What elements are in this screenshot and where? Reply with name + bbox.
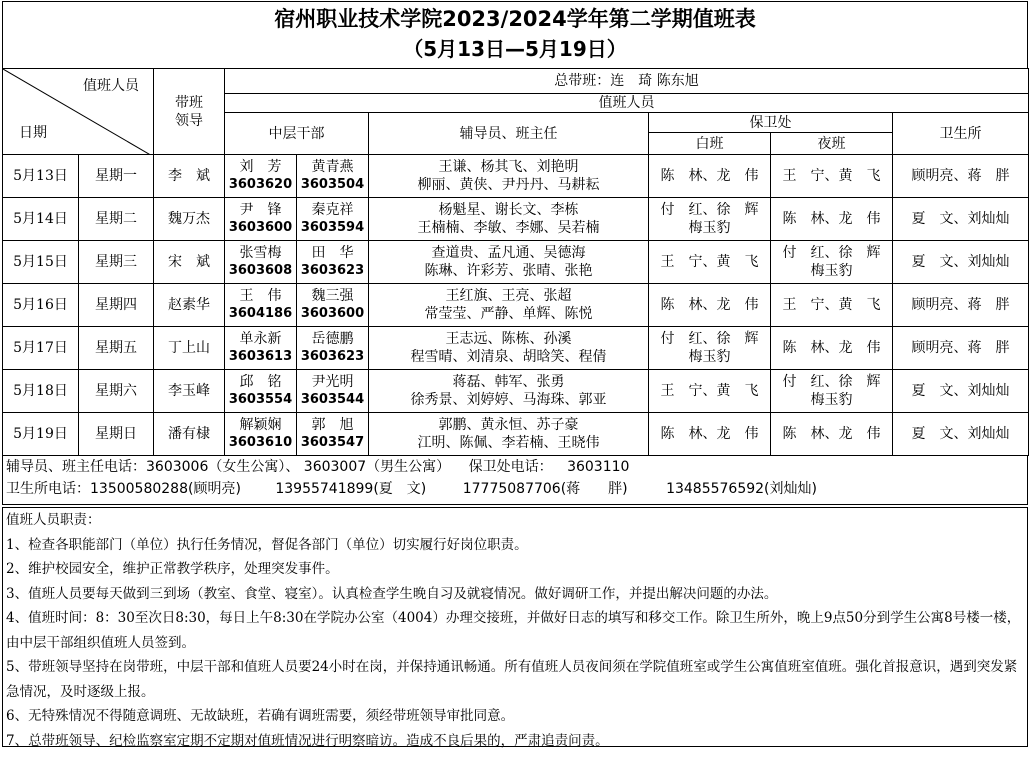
duty-item-3: 3、值班人员要每天做到三到场（教室、食堂、寝室）。认真检查学生晚自习及就寝情况。做好调研工作，并提出解决问题的办法。 bbox=[6, 585, 778, 602]
cadre1-cell: 单永新 3603613 bbox=[225, 327, 297, 370]
night-shift-cell: 王 宁、黄 飞 bbox=[771, 155, 893, 198]
night-shift-header: 夜班 bbox=[771, 133, 893, 155]
clinic-cell: 顾明亮、蒋 胖 bbox=[893, 155, 1029, 198]
table-row bbox=[3, 155, 1029, 198]
day-shift-header: 白班 bbox=[649, 133, 771, 155]
cadre1-cell: 刘 芳 3603620 bbox=[225, 155, 297, 198]
night-shift-cell: 陈 林、龙 伟 bbox=[771, 327, 893, 370]
day-shift-cell: 付 红、徐 辉 梅玉豹 bbox=[649, 198, 771, 241]
middle-cadre-header: 中层干部 bbox=[225, 113, 369, 155]
table-row bbox=[3, 198, 1029, 241]
security-phone-label: 保卫处电话： bbox=[468, 459, 553, 475]
counselor-cell: 蒋磊、韩军、张勇 徐秀景、刘婷婷、马海珠、郭亚 bbox=[369, 370, 649, 413]
duty-table bbox=[2, 68, 1029, 456]
leader-cell: 潘有棣 bbox=[154, 413, 225, 456]
date-cell: 5月19日 bbox=[3, 413, 79, 456]
counselor-cell: 郭鹏、黄永恒、苏子豪 江明、陈佩、李若楠、王晓伟 bbox=[369, 413, 649, 456]
overall-lead: 总带班：连 琦 陈东旭 bbox=[225, 69, 1029, 94]
weekday-cell: 星期六 bbox=[79, 370, 154, 413]
duty-item-2: 2、维护校园安全，维护正常教学秩序，处理突发事件。 bbox=[6, 561, 339, 577]
day-shift-cell: 王 宁、黄 飞 bbox=[649, 370, 771, 413]
leader-cell: 丁上山 bbox=[154, 327, 225, 370]
date-cell: 5月16日 bbox=[3, 284, 79, 327]
clinic-cell: 夏 文、刘灿灿 bbox=[893, 413, 1029, 456]
cadre1-cell: 尹 锋 3603600 bbox=[225, 198, 297, 241]
duty-item-6: 6、无特殊情况不得随意调班、无故缺班，若确有调班需要，须经带班领导审批同意。 bbox=[6, 708, 515, 724]
duties-block bbox=[2, 507, 1028, 747]
night-shift-cell: 陈 林、龙 伟 bbox=[771, 413, 893, 456]
table-row bbox=[3, 284, 1029, 327]
clinic-phone-2: 13955741899(夏 文) bbox=[275, 481, 427, 497]
night-shift-cell: 付 红、徐 辉 梅玉豹 bbox=[771, 370, 893, 413]
counselor-cell: 杨魁星、谢长文、李栋 王楠楠、李敏、李娜、吴若楠 bbox=[369, 198, 649, 241]
weekday-cell: 星期四 bbox=[79, 284, 154, 327]
clinic-phone-1: 卫生所电话：13500580288(顾明亮) bbox=[6, 481, 241, 497]
duty-sheet bbox=[2, 1, 1028, 753]
counselor-cell: 王红旗、王亮、张超 常莹莹、严静、单辉、陈悦 bbox=[369, 284, 649, 327]
lead-leader-header: 带班领导 bbox=[154, 69, 225, 155]
cadre2-cell: 魏三强 3603600 bbox=[297, 284, 369, 327]
clinic-cell: 夏 文、刘灿灿 bbox=[893, 370, 1029, 413]
contacts-line-1 bbox=[6, 456, 1027, 478]
counselor-cell: 查道贵、孟凡通、吴德海 陈琳、许彩芳、张晴、张艳 bbox=[369, 241, 649, 284]
leader-cell: 赵素华 bbox=[154, 284, 225, 327]
date-cell: 5月15日 bbox=[3, 241, 79, 284]
date-cell: 5月13日 bbox=[3, 155, 79, 198]
clinic-cell: 夏 文、刘灿灿 bbox=[893, 241, 1029, 284]
weekday-cell: 星期一 bbox=[79, 155, 154, 198]
clinic-cell: 顾明亮、蒋 胖 bbox=[893, 327, 1029, 370]
duty-item-4: 4、值班时间：8：30至次日8:30，每日上午8:30在学院办公室（4004）办理交接班，并做好日志的填写和移交工作。除卫生所外，晚上9点50分到学生公寓8号楼一楼，由中层干部组织值班人员签到。 bbox=[6, 610, 1021, 651]
contacts-line-2 bbox=[6, 478, 1027, 500]
weekday-cell: 星期五 bbox=[79, 327, 154, 370]
clinic-cell: 顾明亮、蒋 胖 bbox=[893, 284, 1029, 327]
cadre1-cell: 解颖娴 3603610 bbox=[225, 413, 297, 456]
weekday-cell: 星期三 bbox=[79, 241, 154, 284]
clinic-cell: 夏 文、刘灿灿 bbox=[893, 198, 1029, 241]
cadre1-cell: 王 伟 3604186 bbox=[225, 284, 297, 327]
leader-cell: 魏万杰 bbox=[154, 198, 225, 241]
table-row bbox=[3, 241, 1029, 284]
day-shift-cell: 付 红、徐 辉 梅玉豹 bbox=[649, 327, 771, 370]
cadre2-cell: 田 华 3603623 bbox=[297, 241, 369, 284]
counselor-header: 辅导员、班主任 bbox=[369, 113, 649, 155]
duty-item-7: 7、总带班领导、纪检监察室定期不定期对值班情况进行明察暗访。造成不良后果的，严肃追责问责。 bbox=[6, 732, 609, 749]
night-shift-cell: 付 红、徐 辉 梅玉豹 bbox=[771, 241, 893, 284]
duty-staff-header: 值班人员 bbox=[225, 94, 1029, 113]
contacts-block bbox=[2, 456, 1028, 505]
weekday-cell: 星期二 bbox=[79, 198, 154, 241]
table-row bbox=[3, 413, 1029, 456]
page-title: 宿州职业技术学院2023/2024学年第二学期值班表 bbox=[274, 7, 756, 31]
weekday-cell: 星期日 bbox=[79, 413, 154, 456]
corner-date-label: 日期 bbox=[19, 125, 47, 141]
duties-heading: 值班人员职责： bbox=[6, 512, 101, 528]
leader-cell: 李 斌 bbox=[154, 155, 225, 198]
clinic-phone-3: 17775087706(蒋 胖) bbox=[462, 481, 628, 497]
date-range: （5月13日—5月19日） bbox=[403, 37, 627, 61]
leader-cell: 李玉峰 bbox=[154, 370, 225, 413]
counselor-phones: 辅导员、班主任电话：3603006（女生公寓）、 3603007（男生公寓） bbox=[6, 459, 451, 475]
day-shift-cell: 陈 林、龙 伟 bbox=[649, 284, 771, 327]
cadre2-cell: 尹光明 3603544 bbox=[297, 370, 369, 413]
security-phone: 3603110 bbox=[567, 459, 630, 475]
date-cell: 5月17日 bbox=[3, 327, 79, 370]
day-shift-cell: 陈 林、龙 伟 bbox=[649, 155, 771, 198]
night-shift-cell: 陈 林、龙 伟 bbox=[771, 198, 893, 241]
table-row bbox=[3, 370, 1029, 413]
duty-item-1: 1、检查各职能部门（单位）执行任务情况，督促各部门（单位）切实履行好岗位职责。 bbox=[6, 536, 528, 553]
duty-item-5: 5、带班领导坚持在岗带班，中层干部和值班人员要24小时在岗，并保持通讯畅通。所有值班人员夜间须在学院值班室或学生公寓值班室值班。强化首报意识，遇到突发紧急情况，及时逐级上报。 bbox=[6, 659, 1018, 700]
table-row bbox=[3, 327, 1029, 370]
cadre2-cell: 岳德鹏 3603623 bbox=[297, 327, 369, 370]
cadre2-cell: 郭 旭 3603547 bbox=[297, 413, 369, 456]
security-header: 保卫处 bbox=[649, 113, 893, 133]
cadre2-cell: 秦克祥 3603594 bbox=[297, 198, 369, 241]
day-shift-cell: 王 宁、黄 飞 bbox=[649, 241, 771, 284]
night-shift-cell: 王 宁、黄 飞 bbox=[771, 284, 893, 327]
corner-header bbox=[3, 69, 154, 155]
leader-cell: 宋 斌 bbox=[154, 241, 225, 284]
date-cell: 5月14日 bbox=[3, 198, 79, 241]
cadre1-cell: 邱 铭 3603554 bbox=[225, 370, 297, 413]
clinic-phone-4: 13485576592(刘灿灿) bbox=[666, 481, 817, 497]
title-block bbox=[2, 1, 1028, 68]
date-cell: 5月18日 bbox=[3, 370, 79, 413]
clinic-header: 卫生所 bbox=[893, 113, 1029, 155]
day-shift-cell: 陈 林、龙 伟 bbox=[649, 413, 771, 456]
corner-staff-label: 值班人员 bbox=[83, 78, 139, 94]
cadre1-cell: 张雪梅 3603608 bbox=[225, 241, 297, 284]
counselor-cell: 王志远、陈栋、孙溪 程雪晴、刘清泉、胡晗笑、程倩 bbox=[369, 327, 649, 370]
cadre2-cell: 黄青燕 3603504 bbox=[297, 155, 369, 198]
counselor-cell: 王谦、杨其飞、刘艳明 柳丽、黄侠、尹丹丹、马耕耘 bbox=[369, 155, 649, 198]
